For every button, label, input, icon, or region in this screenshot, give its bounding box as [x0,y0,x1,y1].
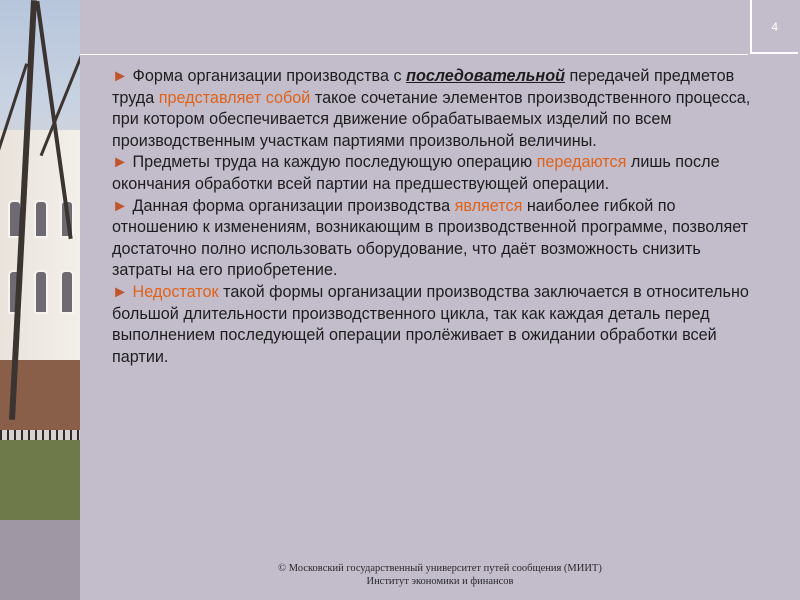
footer [80,562,800,588]
p1-highlight: представляет собой [158,88,311,107]
paragraph-1 [112,66,762,152]
footer-copyright: © Московский государственный университет путей сообщения (МИИТ) [278,563,602,574]
p2-text-c: лишь после окончания обработки всей партии на предшествующей операции. [112,153,720,193]
lawn [0,440,80,520]
paragraph-4 [112,282,762,368]
slide-number-box [750,0,798,54]
bullet-icon: ► [112,196,129,215]
p1-text-e: такое сочетание элементов производственного процесса, при котором обеспечивается движение обрабатываемых изделий по всем производственным участкам партиями произвольной величины. [112,88,751,150]
p1-emphasis: последовательной [406,67,565,85]
building-window [34,270,48,314]
slide-body [112,66,762,368]
p3-text-c: наиболее гибкой по отношению к изменениям, возникающим в производственной программе, позволяет достаточно полно использовать оборудование, что даёт возможность снизить затраты на его приобретение. [112,196,749,280]
p1-text-a: Форма организации производства с [132,67,407,85]
p2-text-a: Предметы труда на каждую последующую операцию [132,153,537,172]
paragraph-2 [112,152,762,195]
footer-institute: Институт экономики и финансов [366,576,514,587]
p3-highlight: является [454,196,523,215]
p3-text-a: Данная форма организации производства [132,196,455,215]
bullet-icon: ► [112,153,129,172]
bullet-icon: ► [112,67,129,85]
paragraph-3 [112,196,762,282]
building-window [34,200,48,238]
p4-highlight: Недостаток [132,282,219,301]
building-photo [0,0,80,600]
slide-number: 4 [771,20,778,34]
sidewalk [0,520,80,600]
p2-highlight: передаются [536,153,627,172]
bullet-icon: ► [112,282,129,301]
building-window [60,270,74,314]
p1-text-c: передачей предметов труда [112,67,735,107]
p4-text-b: такой формы организации производства заключается в относительно большой длительности производственного цикла, так как каждая деталь перед выполнением последующей операции пролёживает в ожидании обработки всей партии. [112,282,749,366]
header-divider [80,54,748,55]
